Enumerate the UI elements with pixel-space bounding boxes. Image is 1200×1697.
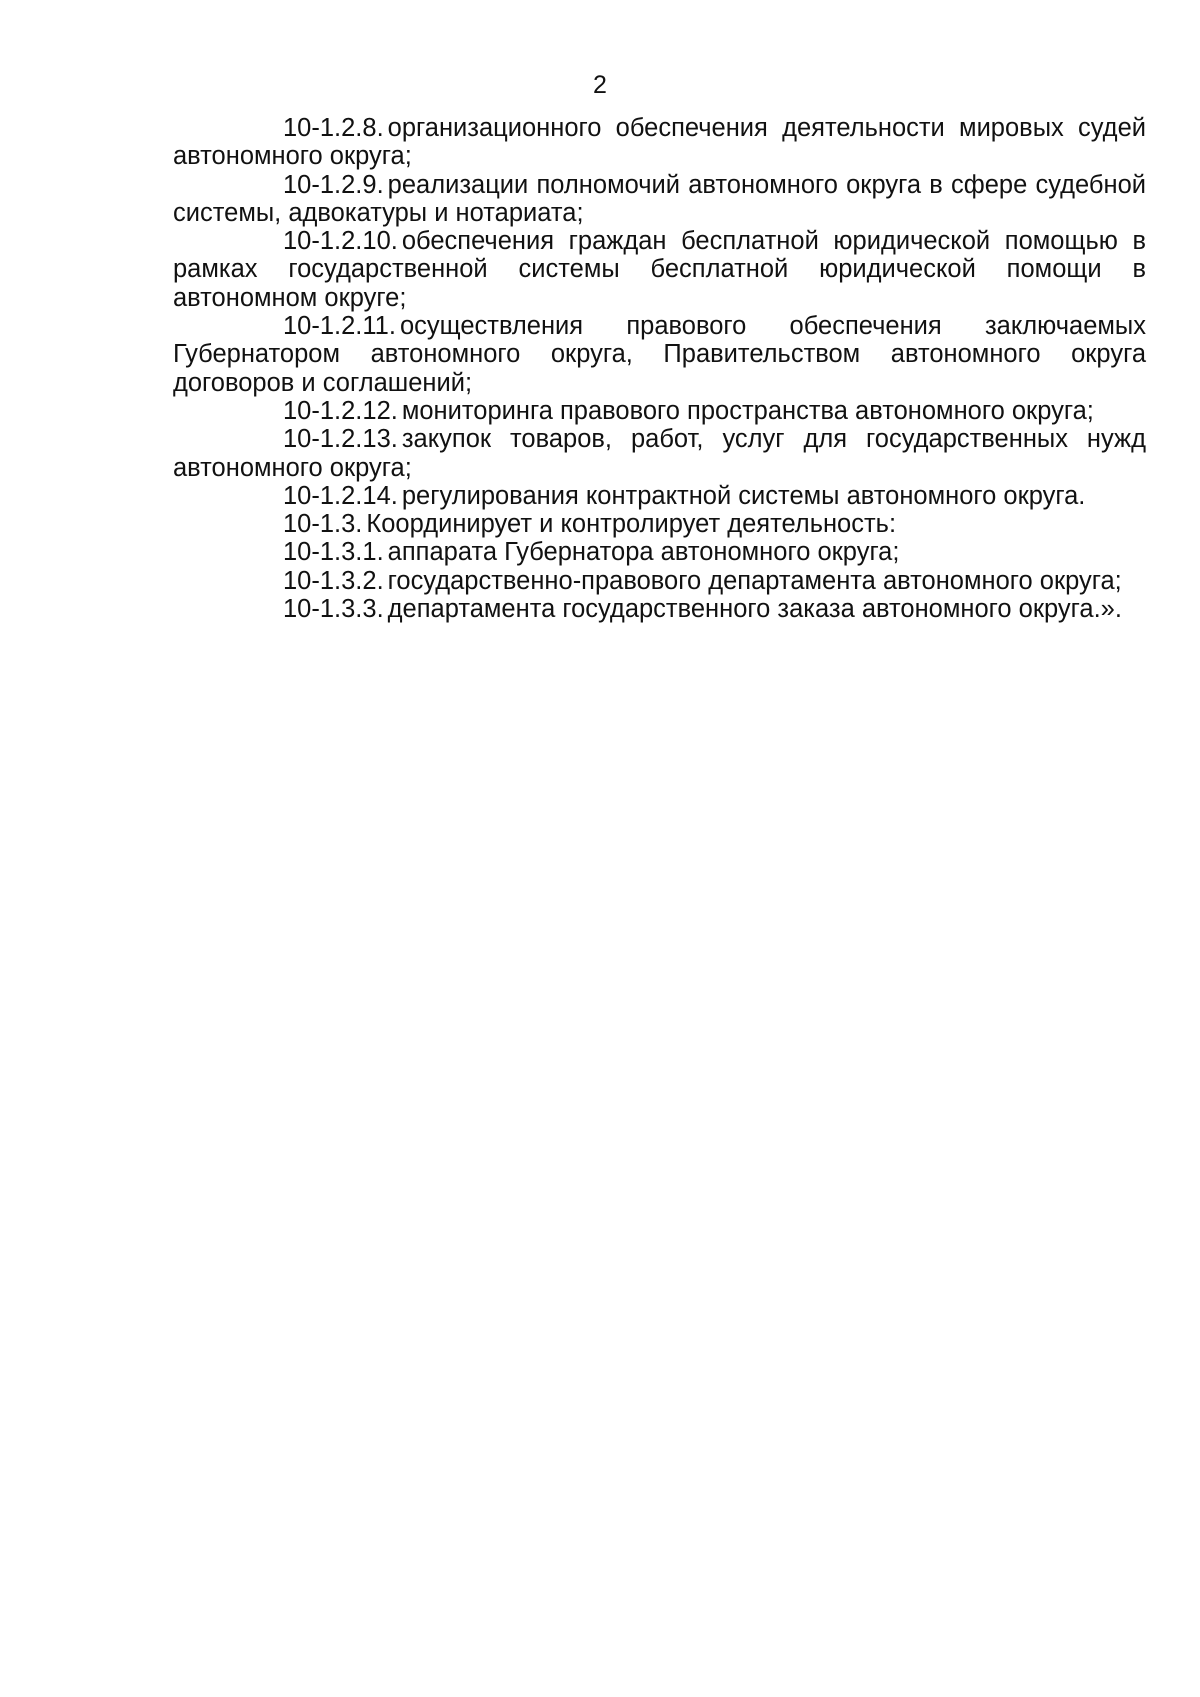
- paragraph-text: Координирует и контролирует деятельность:: [366, 510, 897, 539]
- paragraph-10-1-2-11: [173, 312, 1146, 397]
- paragraph-10-1-2-14: [173, 482, 1146, 510]
- paragraph-number: 10-1.2.12.: [283, 396, 398, 425]
- paragraph-number: 10-1.2.10.: [283, 227, 398, 256]
- paragraph-number: 10-1.2.9.: [283, 170, 384, 199]
- paragraph-text: регулирования контрактной системы автономного округа.: [401, 481, 1086, 510]
- paragraph-text: организационного обеспечения деятельности мировых судей автономного округа;: [173, 114, 1146, 171]
- paragraph-text: департамента государственного заказа автономного округа.».: [387, 595, 1122, 624]
- paragraph-number: 10-1.3.: [283, 510, 363, 539]
- paragraph-number: 10-1.3.1.: [283, 538, 384, 567]
- document-body: [173, 114, 1146, 623]
- paragraph-10-1-2-13: [173, 425, 1146, 482]
- paragraph-10-1-3-3: [173, 595, 1146, 623]
- paragraph-10-1-3: [173, 510, 1146, 538]
- paragraph-10-1-3-2: [173, 567, 1146, 595]
- paragraph-text: закупок товаров, работ, услуг для государственных нужд автономного округа;: [173, 425, 1146, 482]
- paragraph-text: обеспечения граждан бесплатной юридической помощью в рамках государственной системы бесплатной юридической помощи в автономном округе;: [173, 227, 1146, 312]
- paragraph-10-1-2-9: [173, 171, 1146, 228]
- paragraph-text: аппарата Губернатора автономного округа;: [387, 538, 900, 567]
- paragraph-number: 10-1.2.14.: [283, 481, 398, 510]
- paragraph-text: мониторинга правового пространства автономного округа;: [401, 396, 1094, 425]
- paragraph-10-1-2-10: [173, 227, 1146, 312]
- paragraph-text: осуществления правового обеспечения заключаемых Губернатором автономного округа, Правительством автономного округа договоров и соглашений;: [173, 312, 1146, 397]
- paragraph-number: 10-1.2.13.: [283, 425, 398, 454]
- page-number: 2: [593, 71, 607, 99]
- paragraph-number: 10-1.3.3.: [283, 595, 384, 624]
- paragraph-text: государственно-правового департамента автономного округа;: [387, 566, 1122, 595]
- paragraph-text: реализации полномочий автономного округа в сфере судебной системы, адвокатуры и нотариата;: [173, 170, 1146, 227]
- paragraph-10-1-2-8: [173, 114, 1146, 171]
- paragraph-10-1-3-1: [173, 538, 1146, 566]
- paragraph-number: 10-1.2.11.: [283, 312, 396, 341]
- paragraph-10-1-2-12: [173, 397, 1146, 425]
- paragraph-number: 10-1.3.2.: [283, 566, 384, 595]
- paragraph-number: 10-1.2.8.: [283, 114, 384, 142]
